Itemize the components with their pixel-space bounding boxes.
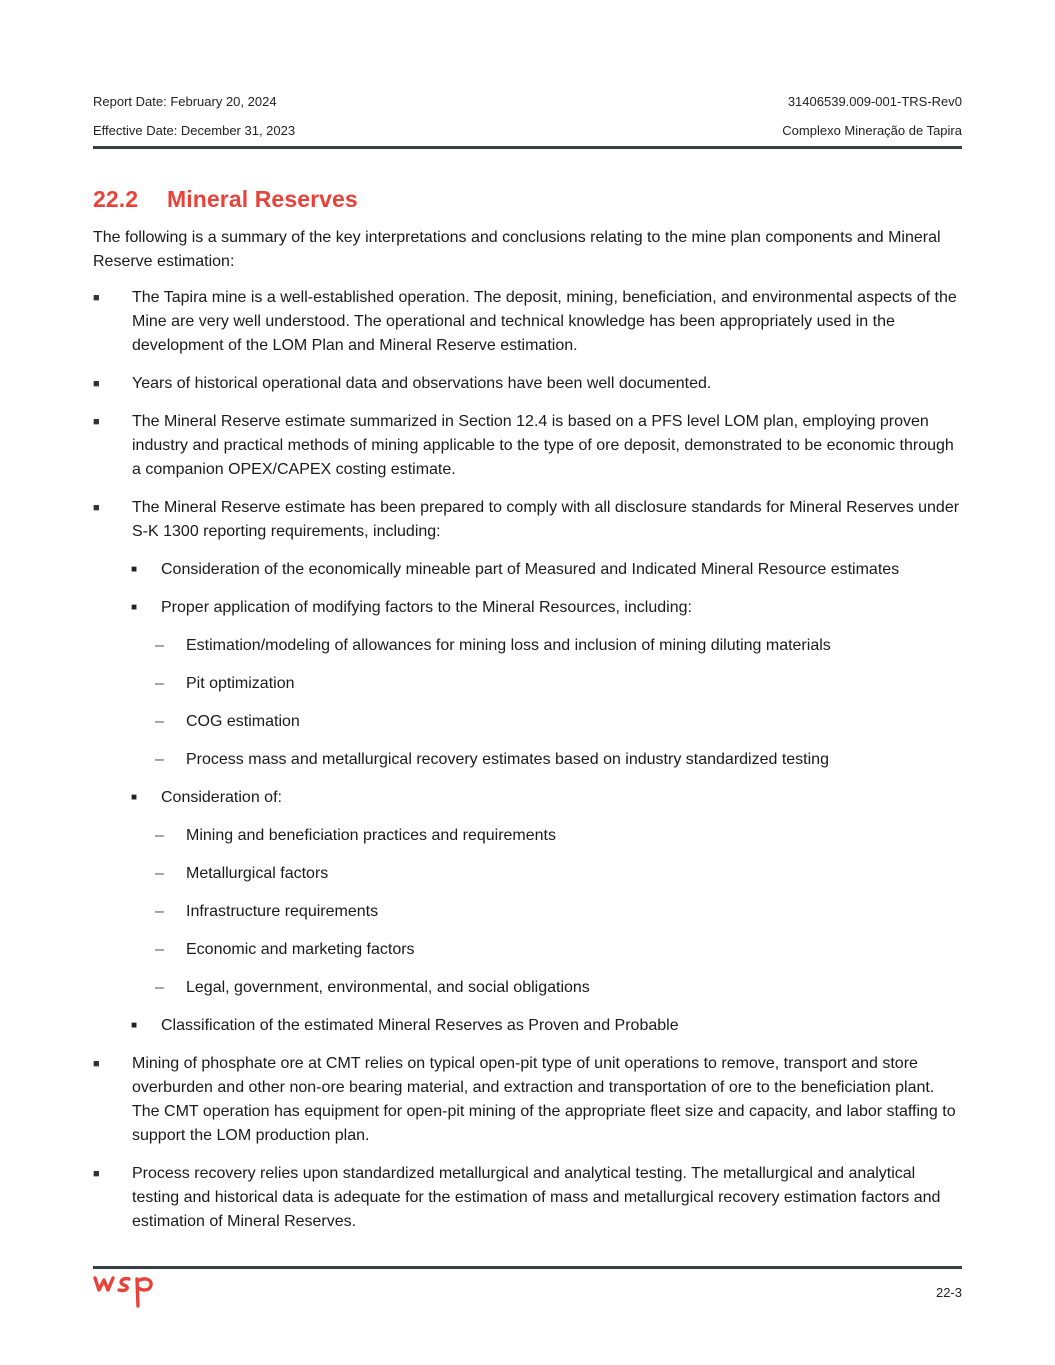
sub-list-item xyxy=(131,786,963,810)
section-title: Mineral Reserves xyxy=(167,186,358,212)
sub-sub-list-item xyxy=(155,900,963,924)
sub-list-item-text: Proper application of modifying factors to the Mineral Resources, including: xyxy=(161,599,692,616)
list-item-text: The Mineral Reserve estimate summarized in Section 12.4 is based on a PFS level LOM plan, employing proven industry and practical methods of mining applicable to the type of ore deposit, demonstrated to be economic through a companion OPEX/CAPEX costing estimate. xyxy=(132,413,954,478)
sub-sub-list-item xyxy=(155,862,963,886)
intro-paragraph: The following is a summary of the key interpretations and conclusions relating to the mine plan components and Mineral Reserve estimation: xyxy=(93,229,941,270)
dash-marker: – xyxy=(155,865,164,882)
sub-sub-list-item xyxy=(155,976,963,1000)
sub-sub-list-item xyxy=(155,672,963,696)
document-id: 31406539.009-001-TRS-Rev0 xyxy=(787,94,962,109)
sub-bullet-marker: ■ xyxy=(131,1020,138,1031)
dash-marker: – xyxy=(155,713,164,730)
dash-marker: – xyxy=(155,637,164,654)
sub-sub-list-item xyxy=(155,710,963,734)
sub-list-item xyxy=(131,1014,963,1038)
list-item-text: The Tapira mine is a well-established operation. The deposit, mining, beneficiation, and environmental aspects of the Mine are very well understood. The operational and technical knowledge has been appropriately used in the development of the LOM Plan and Mineral Reserve estimation. xyxy=(132,289,957,354)
section-number: 22.2 xyxy=(93,186,139,212)
sub-list-item-text: Consideration of: xyxy=(161,789,282,806)
bullet-marker: ■ xyxy=(93,292,100,304)
dash-marker: – xyxy=(155,903,164,920)
sub-sub-list-item-text: Mining and beneficiation practices and requirements xyxy=(186,827,556,844)
sub-list-item-text: Classification of the estimated Mineral Reserves as Proven and Probable xyxy=(161,1017,679,1034)
sub-sub-list-item-text: COG estimation xyxy=(186,713,300,730)
sub-sub-list-item-text: Legal, government, environmental, and social obligations xyxy=(186,979,590,996)
dash-marker: – xyxy=(155,675,164,692)
sub-sub-list-item-text: Metallurgical factors xyxy=(186,865,329,882)
sub-bullet-marker: ■ xyxy=(131,564,138,575)
sub-list-item xyxy=(131,596,963,620)
bullet-marker: ■ xyxy=(93,378,100,390)
list-item-text: The Mineral Reserve estimate has been prepared to comply with all disclosure standards for Mineral Reserves under S-K 1300 reporting requirements, including: xyxy=(132,499,960,540)
list-item xyxy=(93,372,963,396)
sub-sub-list-item-text: Pit optimization xyxy=(186,675,295,692)
sub-sub-list-item-text: Process mass and metallurgical recovery estimates based on industry standardized testing xyxy=(186,751,829,768)
footer-divider xyxy=(93,1266,962,1269)
project-name: Complexo Mineração de Tapira xyxy=(782,123,962,138)
page-number: 22-3 xyxy=(935,1285,962,1300)
sub-list-item xyxy=(131,558,963,582)
list-item xyxy=(93,410,963,482)
list-item xyxy=(93,496,963,544)
sub-sub-list-item xyxy=(155,634,963,658)
report-date: Report Date: February 20, 2024 xyxy=(93,94,277,109)
sub-bullet-marker: ■ xyxy=(131,792,138,803)
list-item-text: Process recovery relies upon standardized metallurgical and analytical testing. The metallurgical and analytical testing and historical data is adequate for the estimation of mass and metallurgical recovery estimation factors and estimation of Mineral Reserves. xyxy=(132,1165,941,1230)
list-item-text: Years of historical operational data and observations have been well documented. xyxy=(132,375,712,392)
header-divider xyxy=(93,146,962,149)
section-heading xyxy=(93,186,358,213)
sub-sub-list-item-text: Estimation/modeling of allowances for mining loss and inclusion of mining diluting materials xyxy=(186,637,831,654)
effective-date: Effective Date: December 31, 2023 xyxy=(93,123,296,138)
bullet-marker: ■ xyxy=(93,1058,100,1070)
sub-sub-list-item-text: Economic and marketing factors xyxy=(186,941,415,958)
list-item xyxy=(93,286,963,358)
list-item xyxy=(93,1052,963,1148)
sub-bullet-marker: ■ xyxy=(131,602,138,613)
bullet-marker: ■ xyxy=(93,416,100,428)
wsp-logo xyxy=(93,1273,157,1309)
list-item-text: Mining of phosphate ore at CMT relies on typical open-pit type of unit operations to remove, transport and store overburden and other non-ore bearing material, and extraction and transportation of ore to the beneficiation plant. The CMT operation has equipment for open-pit mining of the appropriate fleet size and capacity, and labor staffing to support the LOM production plan. xyxy=(132,1055,956,1144)
sub-sub-list-item xyxy=(155,824,963,848)
dash-marker: – xyxy=(155,941,164,958)
dash-marker: – xyxy=(155,827,164,844)
sub-list-item-text: Consideration of the economically mineable part of Measured and Indicated Mineral Resource estimates xyxy=(161,561,900,578)
dash-marker: – xyxy=(155,979,164,996)
list-item xyxy=(93,1162,963,1234)
bullet-marker: ■ xyxy=(93,502,100,514)
sub-sub-list-item xyxy=(155,938,963,962)
bullet-marker: ■ xyxy=(93,1168,100,1180)
dash-marker: – xyxy=(155,751,164,768)
sub-sub-list-item xyxy=(155,748,963,772)
sub-sub-list-item-text: Infrastructure requirements xyxy=(186,903,379,920)
